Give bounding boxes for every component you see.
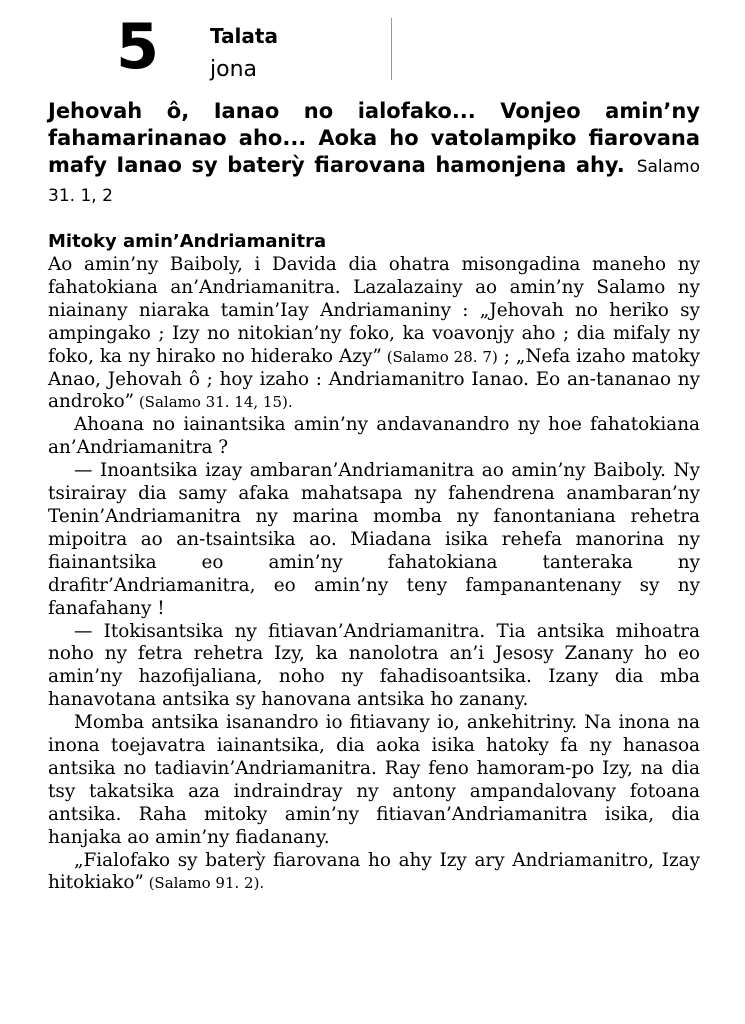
paragraph-text: — Itokisantsika ny fitiavan’Andriamanitra. Tia antsika mihoatra noho ny fetra rehetra Izy, ka nanolotra an’i Jesosy Zanany ho eo amin’ny hazofijaliana, noho ny fahadisoantsika. Izany dia mba hanavotana antsika sy hanovana antsika ho zanany. <box>48 620 700 711</box>
scripture-reference: (Salamo 31. 14, 15). <box>134 393 293 412</box>
paragraph-text: Ao amin’ny Baiboly, i Davida dia ohatra misongadina maneho ny fahatokiana an’Andriamanitra. Lazalazainy ao amin’ny Salamo ny niainany niaraka tamin’Iay Andriamaniny : „Jehovah no heriko sy ampingako ; Izy no nitokian’ny foko, ka voavonjy aho ; dia mifaly ny foko, ka ny hirako no hiderako Azy” <box>48 254 700 367</box>
paragraph-text: Momba antsika isanandro io fitiavany io, ankehitriny. Na inona na inona toejavatra iainantsika, dia aoka isika hatoky fa ny hanasoa antsika no tadiavin’Andriamanitra. Ray feno hamoram-po Izy, na dia tsy takatsika aza indraindray ny antony ampandalovany fotoana antsika. Raha mitoky amin’ny fitiavan’Andriamanitra isika, dia hanjaka ao amin’ny fiadanany. <box>48 712 700 848</box>
article-paragraph <box>48 850 700 896</box>
article-paragraph <box>48 414 700 460</box>
article-paragraph <box>48 460 700 620</box>
paragraph-text: — Inoantsika izay ambaran’Andriamanitra ao amin’ny Baiboly. Ny tsirairay dia samy afaka mahatsapa ny fahendrena anambaran’ny Tenin’Andriamanitra ny marina momba ny fanontaniana rehetra mipoitra ao an-tsaintsika ao. Miadana isika rehefa manorina ny fiainantsika eo amin’ny fahatokiana tanteraka ny drafitr’Andriamanitra, eo amin’ny teny fampanantenany sy ny fanafahany ! <box>48 460 700 619</box>
scripture-reference: (Salamo 28. 7) <box>381 347 498 366</box>
header-divider <box>391 18 392 80</box>
day-number: 5 <box>116 10 160 83</box>
daily-verse <box>48 98 700 210</box>
date-header <box>112 12 402 92</box>
paragraph-text: ; „Nefa izaho matoky Anao, Jehovah ô ; hoy izaho : Andriamanitro Ianao. Eo an-tananao ny androko” <box>48 345 700 413</box>
article-heading: Mitoky amin’Andriamanitra <box>48 231 327 252</box>
paragraph-text: Ahoana no iainantsika amin’ny andavanandro ny hoe fahatokiana an’Andriamanitra ? <box>48 414 700 459</box>
article-paragraph <box>48 712 700 849</box>
daily-verse-quote: Jehovah ô, Ianao no ialofako... Vonjeo amin’ny fahamarinanao aho... Aoka ho vatolampiko fiarovana mafy Ianao sy baterỳ fiarovana hamonjena ahy. <box>48 99 700 177</box>
month-label: jona <box>210 57 257 82</box>
paragraph-text: „Fialofako sy baterỳ fiarovana ho ahy Izy ary Andriamanitro, Izay hitokiako” <box>48 849 700 894</box>
article-body <box>48 254 700 895</box>
scripture-reference: (Salamo 91. 2). <box>143 874 265 893</box>
article-paragraph <box>48 254 700 414</box>
weekday-label: Talata <box>210 24 278 48</box>
daily-verse-reference: Salamo 31. 1, 2 <box>48 157 700 206</box>
article-paragraph <box>48 621 700 713</box>
